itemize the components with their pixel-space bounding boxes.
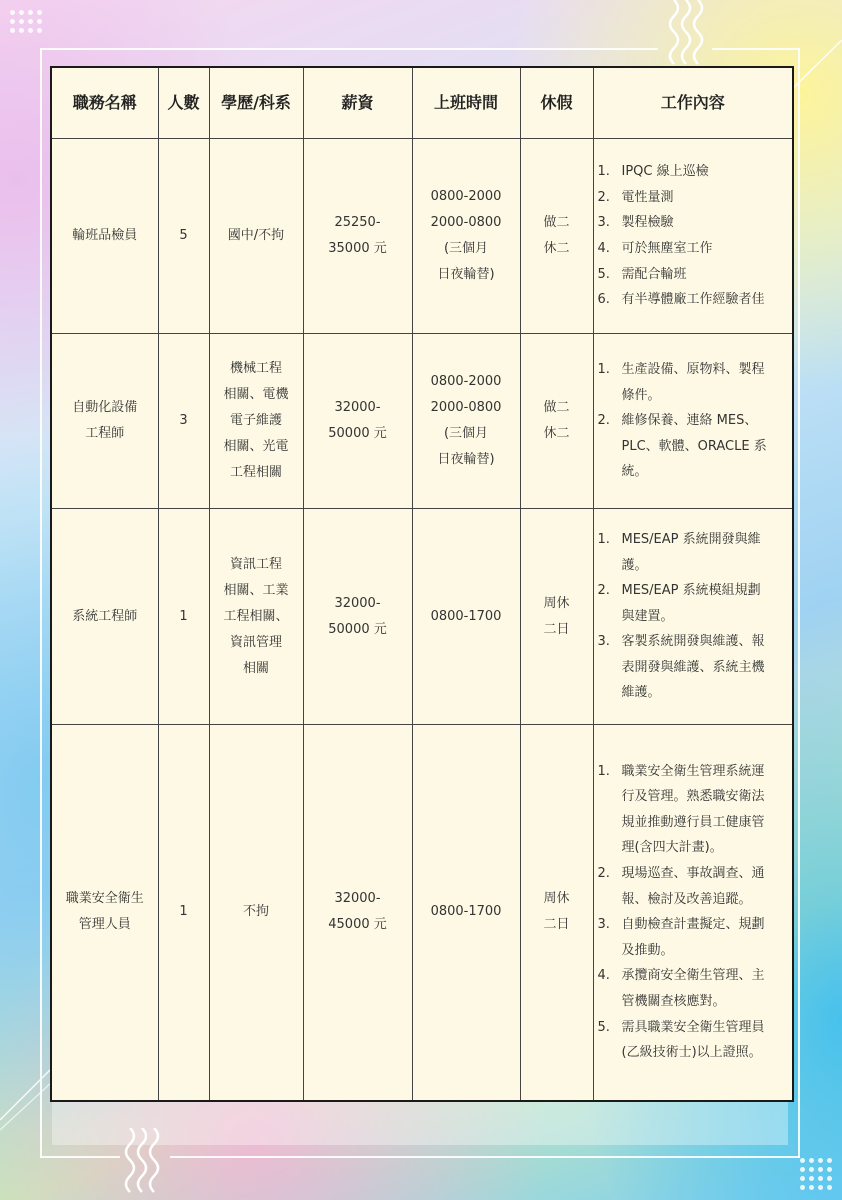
duty-number: 2. — [597, 583, 610, 599]
duty-text-line: 需配合輪班 — [621, 266, 687, 282]
duty-text-line: 有半導體廠工作經驗者佳 — [621, 292, 765, 308]
header-count: 人數 — [158, 67, 209, 139]
duty-number: 1. — [597, 763, 610, 779]
header-duties: 工作內容 — [593, 67, 793, 139]
duty-item — [598, 578, 787, 629]
education-cell-line: 機械工程 — [229, 361, 282, 376]
duty-text-line: MES/EAP 系統開發與維 — [621, 531, 761, 547]
hours-cell-line: 0800-1700 — [430, 904, 502, 920]
salary-cell-line: 32000- — [334, 891, 381, 907]
headcount-cell: 1 — [158, 509, 209, 725]
salary-cell — [303, 139, 412, 334]
duty-text — [622, 287, 787, 313]
frame-top-line — [40, 48, 658, 50]
salary-cell-line: 50000 元 — [328, 621, 387, 637]
duty-text-line: MES/EAP 系統模組規劃 — [621, 583, 761, 599]
hours-cell-line: 2000-0800 — [430, 215, 502, 230]
salary-cell-line: 32000- — [334, 595, 381, 611]
hours-cell-line: 0800-2000 — [430, 189, 502, 204]
salary-cell — [303, 334, 412, 509]
hours-cell-line: 0800-2000 — [430, 374, 502, 389]
duty-item — [598, 861, 787, 912]
duty-text-line: 維護。 — [621, 685, 661, 701]
duty-text-line: 可於無塵室工作 — [621, 241, 713, 256]
duty-text-line: 自動檢查計畫擬定、規劃 — [621, 917, 765, 933]
duty-number: 3. — [597, 215, 610, 231]
frame-right-line — [798, 48, 800, 1158]
leave-cell-line: 周休 — [543, 891, 570, 907]
duty-text-line: 製程檢驗 — [621, 215, 674, 231]
dots-decoration-bottom — [800, 1158, 832, 1190]
leave-cell-line: 休二 — [543, 426, 570, 441]
leave-cell — [520, 725, 593, 1101]
headcount-cell: 5 — [158, 139, 209, 334]
duty-text-line: 客製系統開發與維護、報 — [621, 634, 765, 650]
hours-cell-line: (三個月 — [443, 241, 489, 256]
duty-item — [598, 357, 787, 408]
job-title-cell — [51, 139, 158, 334]
duty-text — [622, 527, 787, 578]
duties-cell — [593, 725, 793, 1101]
education-cell-line: 工程相關 — [229, 465, 282, 480]
duty-text-line: 與建置。 — [621, 608, 674, 624]
duty-item — [598, 629, 787, 706]
education-cell-line: 相關、工業 — [223, 582, 289, 598]
duty-text — [622, 759, 787, 861]
duty-text — [622, 963, 787, 1014]
salary-cell-line: 35000 元 — [328, 241, 387, 256]
job-title-cell-line: 工程師 — [85, 426, 125, 441]
duty-text — [622, 357, 787, 408]
duties-cell — [593, 509, 793, 725]
duty-item — [598, 262, 787, 288]
duty-text-line: 生產設備、原物料、製程 — [621, 362, 765, 378]
header-education: 學歷/科系 — [209, 67, 303, 139]
table-row — [51, 334, 793, 509]
duty-text — [622, 159, 787, 185]
duty-number: 4. — [597, 241, 610, 256]
duty-text-line: 電性量測 — [621, 189, 674, 205]
duty-number: 2. — [597, 413, 610, 429]
headcount-cell: 3 — [158, 334, 209, 509]
duty-item — [598, 527, 787, 578]
duty-item — [598, 287, 787, 313]
duty-item — [598, 1015, 787, 1066]
duty-text-line: 行及管理。熟悉職安衛法 — [621, 789, 765, 805]
duty-text-line: 規並推動遵行員工健康管 — [621, 814, 765, 830]
job-title-cell-line: 輪班品檢員 — [72, 228, 138, 243]
leave-cell-line: 休二 — [543, 241, 570, 256]
duty-text-line: 統。 — [621, 464, 648, 480]
duty-number: 1. — [597, 164, 610, 180]
education-cell — [209, 139, 303, 334]
duty-text-line: 需具職業安全衛生管理員 — [621, 1019, 765, 1035]
leave-cell-line: 二日 — [543, 621, 570, 637]
duty-text-line: PLC、軟體、ORACLE 系 — [621, 438, 767, 454]
duty-text-line: (乙級技術士)以上證照。 — [621, 1045, 762, 1061]
job-table-container — [50, 66, 792, 1102]
duty-text — [622, 236, 787, 262]
hours-cell — [412, 139, 520, 334]
job-title-cell-line: 自動化設備 — [72, 400, 138, 415]
frame-bottom-line — [170, 1156, 800, 1158]
education-cell-line: 國中/不拘 — [227, 228, 285, 243]
duty-number: 3. — [597, 634, 610, 650]
salary-cell-line: 50000 元 — [328, 426, 387, 441]
duty-text — [622, 210, 787, 236]
hours-cell-line: 0800-1700 — [430, 608, 502, 624]
duty-text-line: 管機關查核應對。 — [621, 994, 726, 1010]
education-cell-line: 相關、電機 — [223, 387, 289, 402]
duty-number: 2. — [597, 866, 610, 882]
job-title-cell-line: 職業安全衛生 — [65, 891, 144, 907]
frame-bottom-line-left — [40, 1156, 120, 1158]
salary-cell-line: 25250- — [334, 215, 381, 230]
job-title-cell-line: 系統工程師 — [72, 608, 138, 624]
leave-cell-line: 做二 — [543, 215, 570, 230]
duty-number: 2. — [597, 189, 610, 205]
leave-cell — [520, 334, 593, 509]
duty-text-line: 現場巡查、事故調查、通 — [621, 866, 765, 882]
dots-decoration-top — [10, 10, 42, 33]
leave-cell-line: 做二 — [543, 400, 570, 415]
job-title-cell — [51, 509, 158, 725]
header-title: 職務名稱 — [51, 67, 158, 139]
leave-cell-line: 周休 — [543, 595, 570, 611]
duty-text — [622, 262, 787, 288]
education-cell — [209, 509, 303, 725]
duty-number: 3. — [597, 917, 610, 933]
duty-number: 5. — [597, 266, 610, 282]
duty-number: 5. — [597, 1019, 610, 1035]
job-title-cell — [51, 725, 158, 1101]
education-cell-line: 相關 — [242, 660, 269, 676]
duty-item — [598, 408, 787, 485]
duties-list — [598, 159, 787, 313]
duty-text — [622, 912, 787, 963]
job-table — [50, 66, 794, 1102]
duties-list — [598, 759, 787, 1066]
duty-item — [598, 963, 787, 1014]
wave-decoration-top — [664, 0, 708, 70]
hours-cell — [412, 334, 520, 509]
header-salary: 薪資 — [303, 67, 412, 139]
education-cell — [209, 725, 303, 1101]
duty-text-line: IPQC 線上巡檢 — [621, 164, 709, 180]
duty-text-line: 報、檢討及改善追蹤。 — [621, 891, 752, 907]
duty-text — [622, 1015, 787, 1066]
duty-item — [598, 185, 787, 211]
duty-item — [598, 159, 787, 185]
frame-left-line — [40, 48, 42, 1158]
duty-item — [598, 210, 787, 236]
education-cell-line: 資訊管理 — [229, 634, 282, 650]
salary-cell — [303, 509, 412, 725]
duties-list — [598, 357, 787, 485]
salary-cell-line: 45000 元 — [328, 917, 387, 933]
hours-cell — [412, 509, 520, 725]
duty-text-line: 理(含四大計畫)。 — [621, 840, 723, 856]
table-row — [51, 725, 793, 1101]
duty-text — [622, 629, 787, 706]
education-cell-line: 不拘 — [242, 904, 269, 920]
duty-text-line: 護。 — [621, 557, 648, 573]
leave-cell — [520, 139, 593, 334]
duty-number: 6. — [597, 292, 610, 308]
table-row — [51, 139, 793, 334]
duty-text-line: 條件。 — [621, 387, 661, 403]
salary-cell-line: 32000- — [334, 400, 381, 415]
hours-cell — [412, 725, 520, 1101]
hours-cell-line: 2000-0800 — [430, 400, 502, 415]
leave-cell-line: 二日 — [543, 917, 570, 933]
duty-text-line: 承攬商安全衛生管理、主 — [621, 968, 765, 984]
duty-item — [598, 912, 787, 963]
duty-text-line: 職業安全衛生管理系統運 — [621, 763, 765, 779]
headcount-cell: 1 — [158, 725, 209, 1101]
education-cell-line: 相關、光電 — [223, 439, 289, 454]
duties-cell — [593, 334, 793, 509]
duties-list — [598, 527, 787, 706]
table-row — [51, 509, 793, 725]
duty-text-line: 維修保養、連絡 MES、 — [621, 413, 758, 429]
job-title-cell — [51, 334, 158, 509]
duty-text — [622, 408, 787, 485]
education-cell-line: 電子維護 — [229, 413, 282, 428]
duty-number: 1. — [597, 531, 610, 547]
header-row — [51, 67, 793, 139]
duty-text — [622, 185, 787, 211]
bottom-strip — [52, 1101, 788, 1145]
salary-cell — [303, 725, 412, 1101]
duty-text-line: 及推動。 — [621, 942, 674, 958]
duty-number: 1. — [597, 362, 610, 378]
duty-text — [622, 861, 787, 912]
duty-text-line: 表開發與維護、系統主機 — [621, 659, 765, 675]
leave-cell — [520, 509, 593, 725]
duty-item — [598, 759, 787, 861]
education-cell-line: 資訊工程 — [229, 556, 282, 572]
duty-number: 4. — [597, 968, 610, 984]
duty-item — [598, 236, 787, 262]
duty-text — [622, 578, 787, 629]
hours-cell-line: 日夜輪替) — [437, 267, 495, 282]
header-leave: 休假 — [520, 67, 593, 139]
hours-cell-line: (三個月 — [443, 426, 489, 441]
job-title-cell-line: 管理人員 — [78, 917, 131, 933]
hours-cell-line: 日夜輪替) — [437, 452, 495, 467]
header-hours: 上班時間 — [412, 67, 520, 139]
education-cell — [209, 334, 303, 509]
duties-cell — [593, 139, 793, 334]
education-cell-line: 工程相關、 — [223, 608, 289, 624]
